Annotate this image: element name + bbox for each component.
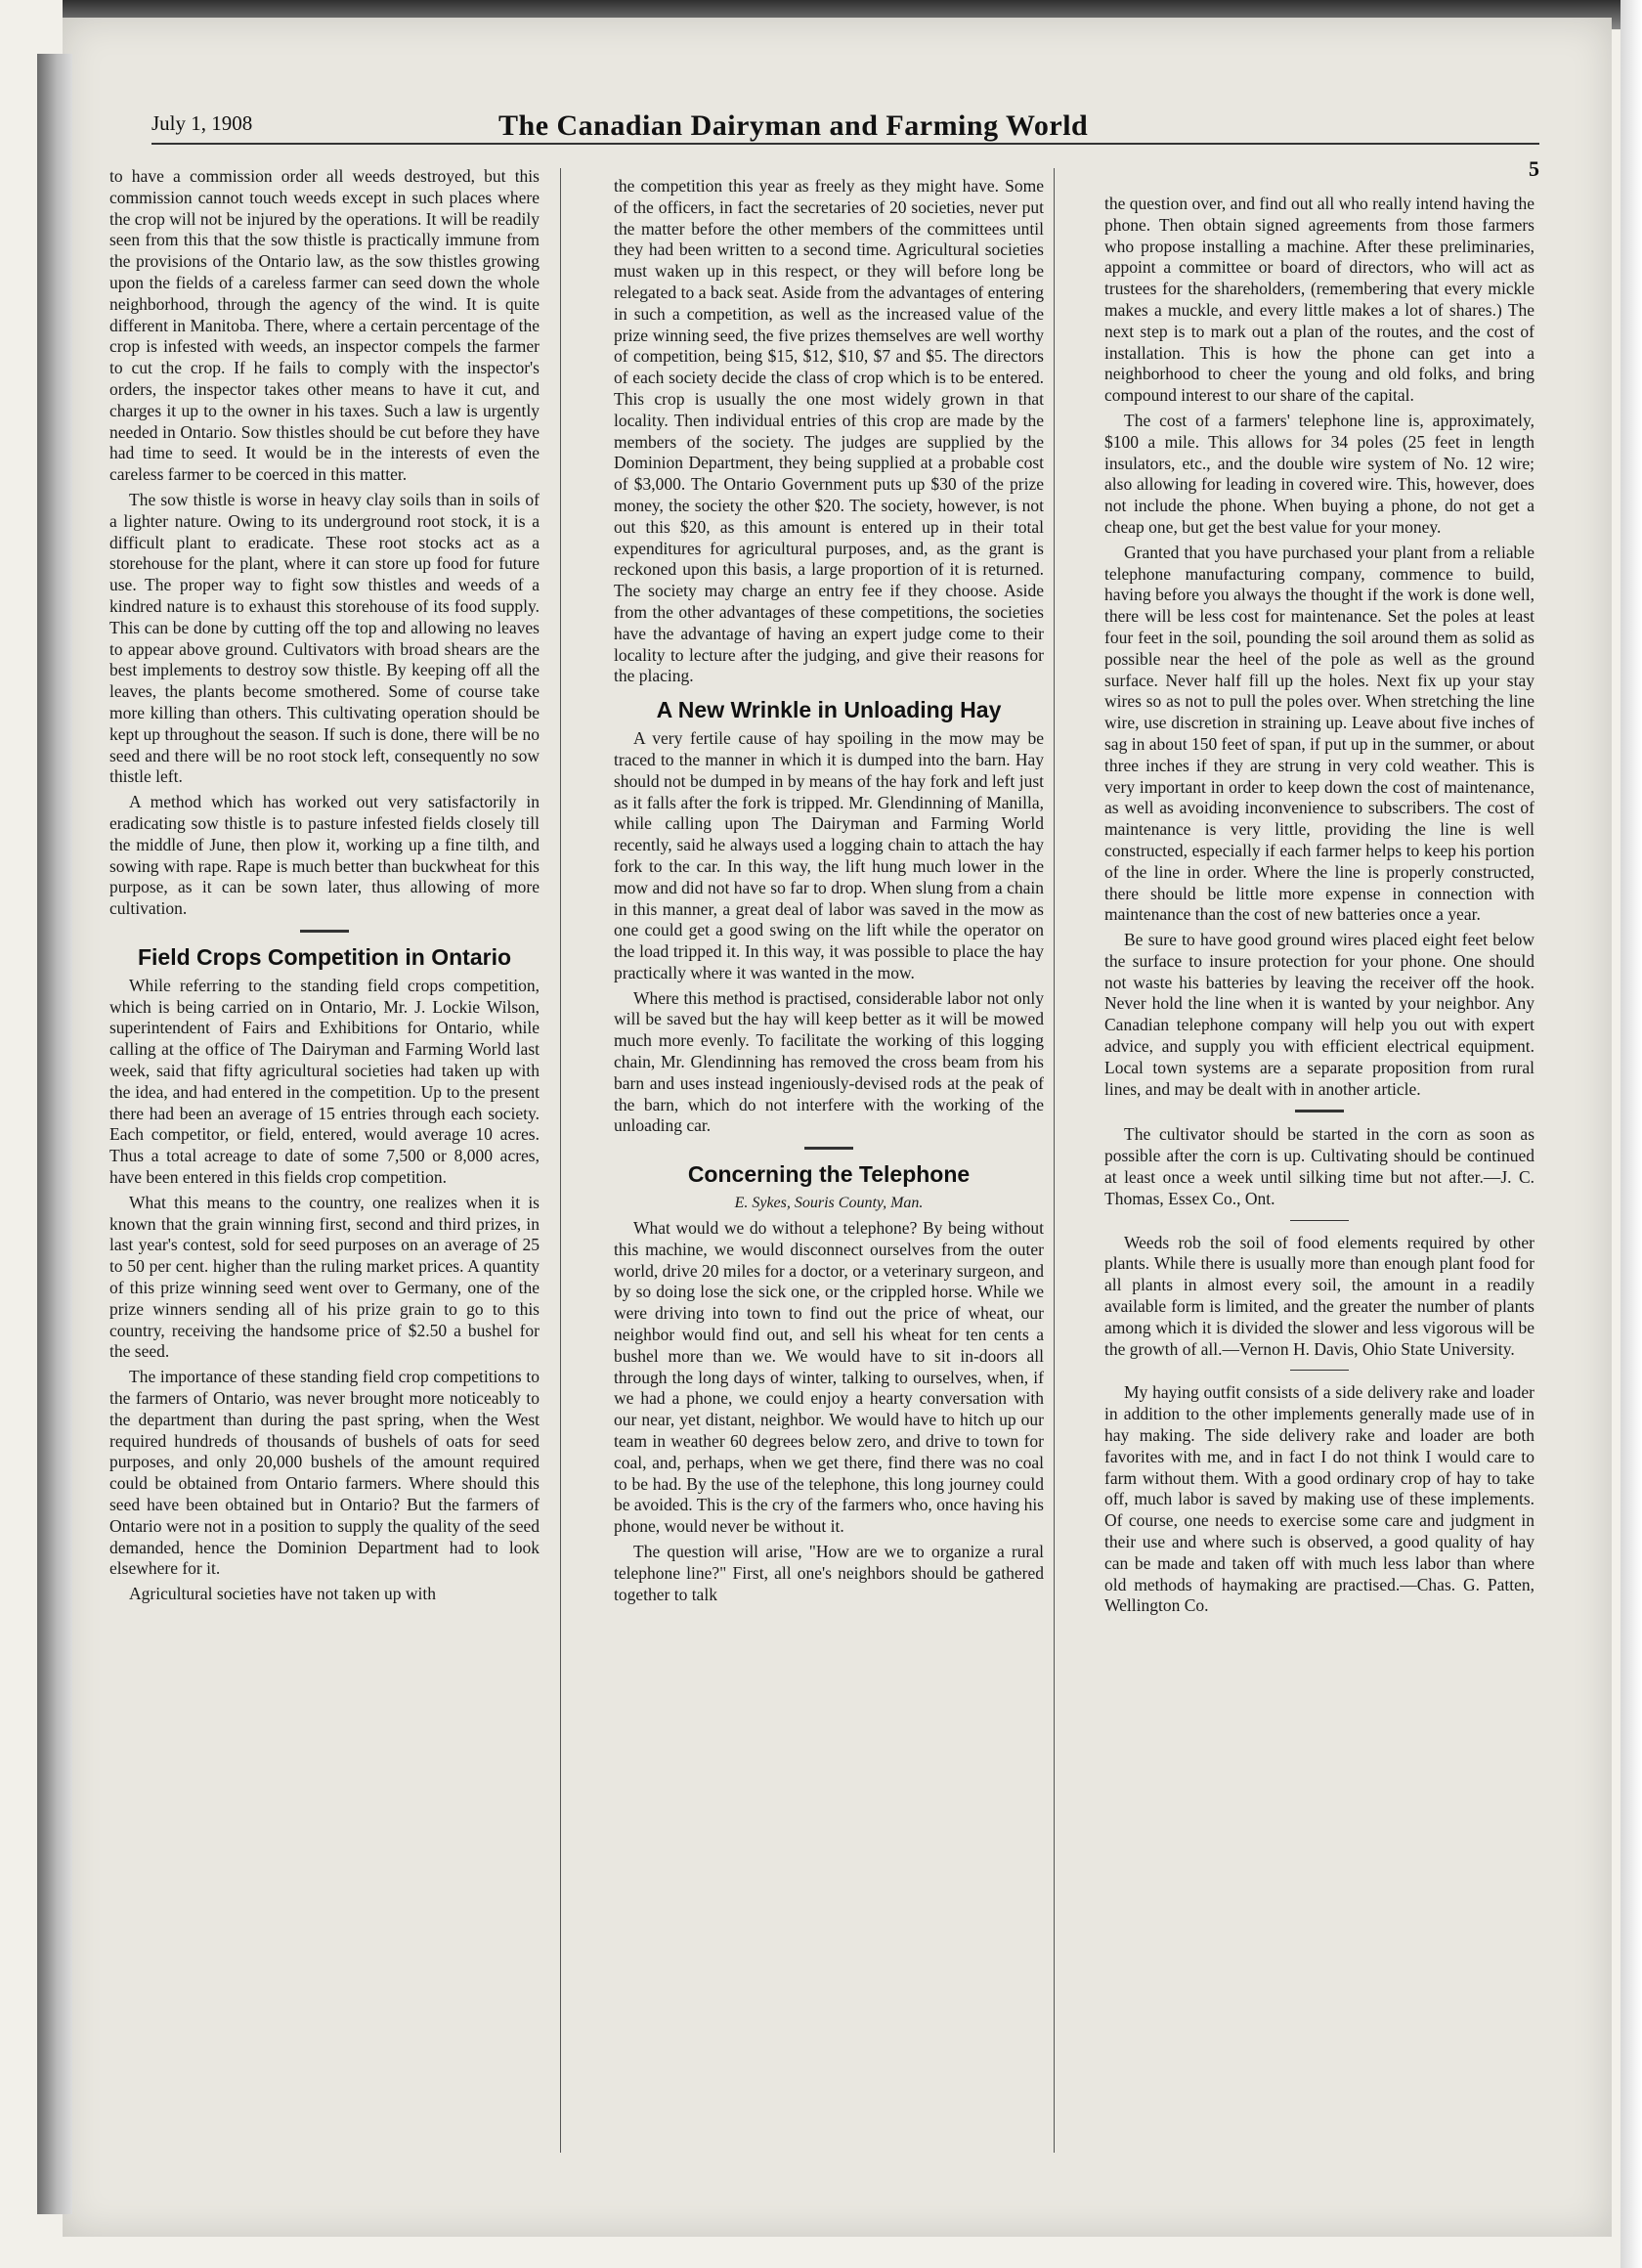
paragraph: Where this method is practised, considerable labor not only will be saved but the hay will keep better as it will be mowed much more evenly. To facilitate the working of this logging chain, Mr. Glendinning has removed the cross beam from his barn and uses instead ingeniously-devised rods at the peak of the barn, which do not interfere with the working of the unloading car. [614, 987, 1044, 1136]
paragraph: The importance of these standing field crop competitions to the farmers of Ontario, was never brought more noticeably to the department than during the past spring, when the West required hundreds of thousands of bushels of oats for seed purposes, and only 20,000 bushels of the amount required could be obtained from Ontario farmers. Where should this seed have been obtained but in Ontario? But the farmers of Ontario were not in a position to supply the quality of the seed demanded, hence the Dominion Department had to look elsewhere for it. [109, 1367, 540, 1579]
column-3 [1104, 194, 1534, 2168]
paragraph: While referring to the standing field crops competition, which is being carried on in Ontario, Mr. J. Lockie Wilson, superintendent of Fairs and Exhibitions for Ontario, while calling at the office of The Dairyman and Farming World last week, said that fifty agricultural societies had taken up with the idea, and had entered in the competition. Up to the present there had been an average of 15 entries through each society. Each competitor, or field, entered, would average 10 acres. Thus a total acreage to date of some 7,500 or 8,000 acres, have been entered in this fields crop competition. [109, 975, 540, 1188]
paragraph: the question over, and find out all who really intend having the phone. Then obtain signed agreements from those farmers who propose installing a machine. After these preliminaries, appoint a committee or board of directors, who will act as trustees for the shareholders, (remembering that every mickle makes a muckle, and every little makes a lot of shares.) The next step is to mark out a plan of the routes, and the cost of installation. This is how the phone can get into a neighborhood to cheer the young and old folks, and bring compound interest to our share of the capital. [1104, 194, 1534, 406]
paragraph: Be sure to have good ground wires placed eight feet below the surface to insure protection for your phone. One should not waste his batteries by leaving the receiver off the hook. Never hold the line when it is wanted by your neighbor. Any Canadian telephone company will help you out with expert advice, and supply you with efficient electrical equipment. Local town systems are a separate proposition from rural lines, and may be dealt with in another article. [1104, 930, 1534, 1099]
paragraph: The cultivator should be started in the corn as soon as possible after the corn is up. Cultivating should be continued at least once a week until silking time but not after.—J. C. Thomas, Essex Co., Ont. [1104, 1124, 1534, 1208]
paragraph: the competition this year as freely as they might have. Some of the officers, in fact the secretaries of 20 societies, never put the matter before the other members of the committees until they had been written to a second time. Agricultural societies must waken up in this respect, or they will before long be relegated to a back seat. Aside from the advantages of entering in such a competition, as well as the increased value of the prize winning seed, the five prizes themselves are well worthy of competition, being $15, $12, $10, $7 and $5. The directors of each society decide the class of crop which is to be entered. This crop is usually the one most widely grown in that locality. Then individual entries of this crop are made by the members of the society. The judges are supplied by the Dominion Department, they being supplied at a probable cost of $3,000. The Ontario Government puts up $30 of the prize money, the society the other $20. The society, however, is not out this $20, as this amount is entered up in their total expenditures for agricultural purposes, and, as the grant is reckoned upon this basis, a large proportion of it is returned. The society may charge an entry fee if they choose. Aside from the other advantages of these competitions, the societies have the advantage of having an expert judge come to their locality to lecture after the judging, and give their reasons for the placing. [614, 176, 1044, 686]
page-header [151, 106, 1539, 181]
paragraph: Granted that you have purchased your plant from a reliable telephone manufacturing company, commence to build, having before you always the thought if the work is done well, there will be less cost for maintenance. Set the poles at least four feet in the soil, pounding the soil around them as solid as possible near the heel of the pole as well as the ground surface. Never half fill up the holes. Next fix up your stay wires so as not to pull the poles over. When stretching the line wire, use discretion in straining up. Leave about five inches of sag in about 150 feet of span, if put up in the summer, or about three inches if they are strung in very cold weather. This is very important in order to keep down the cost of maintenance, as well as avoiding inconvenience to subscribers. The cost of maintenance is very little, providing the line is well constructed, especially if each farmer helps to keep his portion of the line in order. Where the line is properly constructed, there should be little more expense in connection with maintenance than the cost of new batteries once a year. [1104, 542, 1534, 925]
paragraph: A very fertile cause of hay spoiling in the mow may be traced to the manner in which it is dumped into the barn. Hay should not be dumped in by means of the hay fork and left just as it falls after the fork is tripped. Mr. Glendinning of Manilla, while calling upon The Dairyman and Farming World recently, said he always used a logging chain to attach the hay fork to the car. In this way, the lift hung much lower in the mow and did not have so far to drop. When slung from a chain in this manner, a great deal of labor was saved in the mow as one could get a good swing on the lift while the operator on the load tripped it. In this way, it was possible to place the hay practically where it was wanted in the mow. [614, 728, 1044, 982]
article-heading: A New Wrinkle in Unloading Hay [656, 697, 1002, 723]
section-divider [1295, 1110, 1344, 1112]
page-binding [37, 54, 72, 2214]
column-rule-1 [560, 168, 561, 2153]
paragraph: A method which has worked out very satisfactorily in eradicating sow thistle is to pasture infested fields closely till the middle of June, then plow it, working up a fine tilth, and sowing with rape. Rape is much better than buckwheat for this purpose, as it can be sown later, thus allowing of more cultivation. [109, 792, 540, 919]
scan-right-edge [1620, 0, 1642, 2268]
section-divider [804, 1147, 853, 1150]
article-heading: Concerning the Telephone [687, 1161, 971, 1188]
paragraph: My haying outfit consists of a side delivery rake and loader in addition to the other implements generally made use of in hay making. The side delivery rake and loader are both favorites with me, and in fact I do not think I would care to farm without them. With a good ordinary crop of hay to take off, much labor is saved by making use of these implements. Of course, one needs to exercise some care and judgment in their use and where such is observed, a good quality of hay can be made and taken off with much less labor than where old methods of haymaking are practised.—Chas. G. Patten, Wellington Co. [1104, 1382, 1534, 1616]
section-divider [1290, 1220, 1349, 1221]
paragraph: to have a commission order all weeds destroyed, but this commission cannot touch weeds except in such places where the crop will not be injured by the operations. It will be readily seen from this that the sow thistle is practically immune from the provisions of the Ontario law, as the sow thistles growing upon the fields of a careless farmer can seed down the whole neighborhood, through the agency of the wind. It is quite different in Manitoba. There, where a certain percentage of the crop is infested with weeds, an inspector compels the farmer to cut the crop. If he fails to comply with the inspector's orders, the inspector takes other means to have it cut, and charges it up to the owner in his taxes. Such a law is urgently needed in Ontario. Sow thistles should be cut before they have had time to seed. It would be in the interests of even the careless farmer to be coerced in this matter. [109, 166, 540, 485]
paragraph: Weeds rob the soil of food elements required by other plants. While there is usually more than enough plant food for all plants in almost every soil, the amount in a readily available form is limited, and the greater the number of plants among which it is divided the slower and less vigorous will be the growth of all.—Vernon H. Davis, Ohio State University. [1104, 1232, 1534, 1359]
column-1 [109, 166, 540, 2141]
paragraph: Agricultural societies have not taken up with [129, 1584, 436, 1604]
header-rule [151, 143, 1539, 145]
paragraph: What would we do without a telephone? By being without this machine, we would disconnect ourselves from the outer world, drive 20 miles for a doctor, or a veterinary surgeon, and by so doing lose the sick one, or the crippled horse. While we were driving into town to find out the price of wheat, our neighbor would find out, and sell his wheat for ten cents a bushel more than we. We would have to sit in-doors all through the long days of winter, talking to ourselves, when, if we had a phone, we could enjoy a hearty conversation with our near, yet distant, neighbor. We would have to hitch up our team in weather 60 degrees below zero, and drive to town for coal, and, perhaps, when we get there, find there was no coal to be had. By the use of the telephone, this long journey could be avoided. This is the cry of the farmers who, once having his phone, would never be without it. [614, 1218, 1044, 1537]
issue-date: July 1, 1908 [151, 111, 253, 135]
section-divider [300, 930, 349, 933]
page-number: 5 [1529, 156, 1539, 181]
paragraph: The cost of a farmers' telephone line is, approximately, $100 a mile. This allows for 34 poles (25 feet in length insulators, etc., and the double wire system of No. 12 wire; also allowing for leading in covered wire. This, however, does not include the phone. When buying a phone, do not get a cheap one, but get the best value for your money. [1104, 410, 1534, 537]
paragraph: The question will arise, "How are we to organize a rural telephone line?" First, all one's neighbors should be gathered together to talk [614, 1542, 1044, 1604]
publication-title: The Canadian Dairyman and Farming World [498, 109, 1089, 142]
article-byline: E. Sykes, Souris County, Man. [734, 1195, 924, 1212]
paragraph: The sow thistle is worse in heavy clay soils than in soils of a lighter nature. Owing to its underground root stock, it is a difficult plant to eradicate. These root stocks act as a storehouse for the plant, where it can store up food for future use. The proper way to fight sow thistles and weeds of a kindred nature is to exhaust this storehouse of its food supply. This can be done by cutting off the top and allowing no leaves to appear above ground. Cultivators with broad shears are the best implements to destroy sow thistle. By keeping off all the leaves, the plants become smothered. Some of course take more killing than others. This cultivating operation should be kept up throughout the season. If such is done, there will be no seed and there will be no root stock left, consequently no sow thistle left. [109, 489, 540, 787]
section-divider [1290, 1370, 1349, 1371]
column-rule-2 [1054, 168, 1055, 2153]
article-heading: Field Crops Competition in Ontario [137, 943, 512, 970]
column-2 [614, 176, 1044, 2151]
paragraph: What this means to the country, one realizes when it is known that the grain winning first, second and third prizes, in last year's contest, sold for seed purposes on an average of 25 to 50 per cent. higher than the ruling market prices. A quantity of this prize winning seed went over to Germany, one of the prize winners sending all of his prize grain to go to this country, receiving the handsome price of $2.50 a bushel for the seed. [109, 1192, 540, 1362]
